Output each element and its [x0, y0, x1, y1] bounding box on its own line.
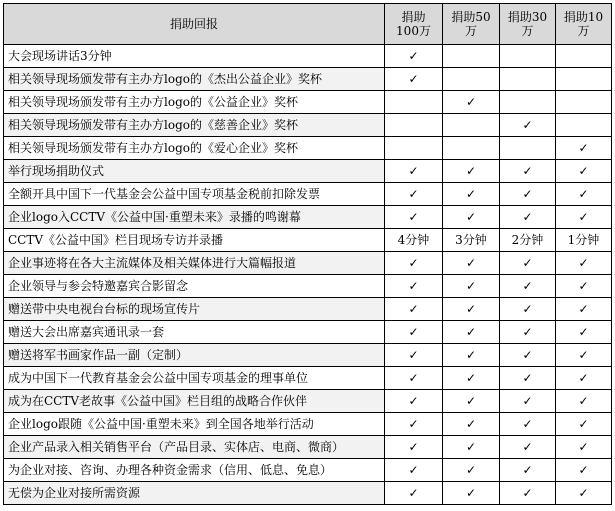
- table-row: [4, 413, 612, 436]
- tier-mark: ✓: [385, 390, 443, 413]
- tier-mark: ✓: [500, 344, 556, 367]
- tier-mark: ✓: [443, 275, 500, 298]
- tier-mark: ✓: [500, 160, 556, 183]
- header-tier-100: [385, 4, 443, 45]
- table-row: [4, 298, 612, 321]
- tier-mark: ✓: [556, 459, 612, 482]
- reward-item: 赠送带中央电视台台标的现场宣传片: [4, 298, 385, 321]
- table-body: [4, 45, 612, 505]
- reward-item: 无偿为企业对接所需资源: [4, 482, 385, 505]
- table-row: [4, 252, 612, 275]
- tier-mark: ✓: [500, 482, 556, 505]
- table-row: [4, 321, 612, 344]
- tier-mark: ✓: [385, 183, 443, 206]
- tier-mark: [500, 91, 556, 114]
- header-rewards: 捐助回报: [4, 4, 385, 45]
- tier-mark: ✓: [443, 413, 500, 436]
- tier-mark: ✓: [556, 160, 612, 183]
- table-row: [4, 367, 612, 390]
- reward-item: 企业事迹将在各大主流媒体及相关媒体进行大篇幅报道: [4, 252, 385, 275]
- header-tier-50: [443, 4, 500, 45]
- tier-mark: ✓: [385, 160, 443, 183]
- tier-mark: ✓: [443, 459, 500, 482]
- reward-item: 成为在CCTV老故事《公益中国》栏目组的战略合作伙伴: [4, 390, 385, 413]
- reward-item: 全额开具中国下一代基金会公益中国专项基金税前扣除发票: [4, 183, 385, 206]
- tier-mark: ✓: [443, 482, 500, 505]
- tier-mark: ✓: [443, 436, 500, 459]
- tier-mark: ✓: [500, 459, 556, 482]
- table-row: [4, 344, 612, 367]
- tier-mark: [443, 114, 500, 137]
- table-row: [4, 68, 612, 91]
- tier-mark: ✓: [443, 367, 500, 390]
- tier-mark: ✓: [556, 482, 612, 505]
- tier-mark: ✓: [443, 321, 500, 344]
- tier-mark: ✓: [556, 390, 612, 413]
- tier-mark: [500, 45, 556, 68]
- tier-mark: ✓: [443, 298, 500, 321]
- reward-item: 相关领导现场颁发带有主办方logo的《杰出公益企业》奖杯: [4, 68, 385, 91]
- tier-mark: ✓: [443, 91, 500, 114]
- tier-mark: [500, 68, 556, 91]
- header-tier-10: [556, 4, 612, 45]
- table-row: [4, 436, 612, 459]
- tier-mark: ✓: [443, 390, 500, 413]
- tier-mark: [556, 114, 612, 137]
- table-row: [4, 45, 612, 68]
- tier-mark: ✓: [385, 367, 443, 390]
- tier-mark: [385, 91, 443, 114]
- reward-item: 大会现场讲话3分钟: [4, 45, 385, 68]
- tier-mark: ✓: [385, 482, 443, 505]
- table-row: [4, 482, 612, 505]
- tier-mark: ✓: [556, 298, 612, 321]
- tier-mark: [556, 45, 612, 68]
- tier-mark: ✓: [556, 344, 612, 367]
- tier-mark: ✓: [500, 252, 556, 275]
- reward-item: 赠送将军书画家作品一副（定制）: [4, 344, 385, 367]
- tier-mark: [500, 137, 556, 160]
- donation-rewards-table: [3, 3, 612, 505]
- tier-mark: ✓: [500, 321, 556, 344]
- tier-mark: [385, 114, 443, 137]
- tier-mark: ✓: [385, 344, 443, 367]
- reward-item: 企业领导与参会特邀嘉宾合影留念: [4, 275, 385, 298]
- tier-mark: ✓: [556, 321, 612, 344]
- tier-mark: [556, 91, 612, 114]
- reward-item: 举行现场捐助仪式: [4, 160, 385, 183]
- table-row: [4, 183, 612, 206]
- tier-mark: ✓: [385, 252, 443, 275]
- tier-mark: ✓: [556, 252, 612, 275]
- tier-mark: ✓: [385, 459, 443, 482]
- tier-mark: [385, 137, 443, 160]
- reward-item: 相关领导现场颁发带有主办方logo的《公益企业》奖杯: [4, 91, 385, 114]
- tier-mark: [443, 45, 500, 68]
- table-row: [4, 459, 612, 482]
- header-tier-label: 捐助10 万: [563, 10, 604, 38]
- tier-mark: [443, 68, 500, 91]
- reward-item: CCTV《公益中国》栏目现场专访并录播: [4, 229, 385, 252]
- tier-mark: ✓: [556, 413, 612, 436]
- tier-mark: ✓: [500, 183, 556, 206]
- table-row: [4, 206, 612, 229]
- tier-mark: ✓: [556, 367, 612, 390]
- tier-mark: ✓: [500, 436, 556, 459]
- tier-mark: ✓: [556, 206, 612, 229]
- tier-mark: 2分钟: [500, 229, 556, 252]
- table-row: [4, 229, 612, 252]
- reward-item: 企业logo跟随《公益中国·重塑未来》到全国各地举行活动: [4, 413, 385, 436]
- tier-mark: ✓: [385, 413, 443, 436]
- table-row: [4, 275, 612, 298]
- tier-mark: 3分钟: [443, 229, 500, 252]
- tier-mark: ✓: [500, 298, 556, 321]
- reward-item: 赠送大会出席嘉宾通讯录一套: [4, 321, 385, 344]
- tier-mark: ✓: [500, 206, 556, 229]
- tier-mark: ✓: [500, 114, 556, 137]
- tier-mark: ✓: [443, 344, 500, 367]
- tier-mark: 1分钟: [556, 229, 612, 252]
- header-tier-label: 捐助30 万: [507, 10, 548, 38]
- tier-mark: ✓: [385, 275, 443, 298]
- reward-item: 企业logo入CCTV《公益中国·重塑未来》录播的鸣谢幕: [4, 206, 385, 229]
- header-tier-30: [500, 4, 556, 45]
- tier-mark: ✓: [385, 436, 443, 459]
- tier-mark: ✓: [556, 137, 612, 160]
- tier-mark: ✓: [556, 436, 612, 459]
- header-tier-label: 捐助 100万: [396, 10, 431, 38]
- reward-item: 相关领导现场颁发带有主办方logo的《慈善企业》奖杯: [4, 114, 385, 137]
- tier-mark: ✓: [443, 206, 500, 229]
- reward-item: 相关领导现场颁发带有主办方logo的《爱心企业》奖杯: [4, 137, 385, 160]
- table-row: [4, 390, 612, 413]
- tier-mark: ✓: [556, 275, 612, 298]
- tier-mark: ✓: [385, 68, 443, 91]
- tier-mark: ✓: [556, 183, 612, 206]
- tier-mark: ✓: [443, 160, 500, 183]
- tier-mark: ✓: [500, 390, 556, 413]
- tier-mark: [556, 68, 612, 91]
- table-row: [4, 137, 612, 160]
- tier-mark: ✓: [385, 321, 443, 344]
- table-row: [4, 91, 612, 114]
- tier-mark: ✓: [500, 413, 556, 436]
- reward-item: 企业产品录入相关销售平台（产品目录、实体店、电商、微商）: [4, 436, 385, 459]
- header-tier-label: 捐助50 万: [451, 10, 491, 38]
- tier-mark: ✓: [443, 183, 500, 206]
- tier-mark: 4分钟: [385, 229, 443, 252]
- table-row: [4, 160, 612, 183]
- tier-mark: ✓: [443, 252, 500, 275]
- tier-mark: [443, 137, 500, 160]
- table-row: [4, 114, 612, 137]
- tier-mark: ✓: [385, 45, 443, 68]
- tier-mark: ✓: [385, 298, 443, 321]
- table-header-row: [4, 4, 612, 45]
- tier-mark: ✓: [500, 275, 556, 298]
- reward-item: 为企业对接、咨询、办理各种资金需求（信用、低息、免息）: [4, 459, 385, 482]
- reward-item: 成为中国下一代教育基金会公益中国专项基金的理事单位: [4, 367, 385, 390]
- tier-mark: ✓: [385, 206, 443, 229]
- tier-mark: ✓: [500, 367, 556, 390]
